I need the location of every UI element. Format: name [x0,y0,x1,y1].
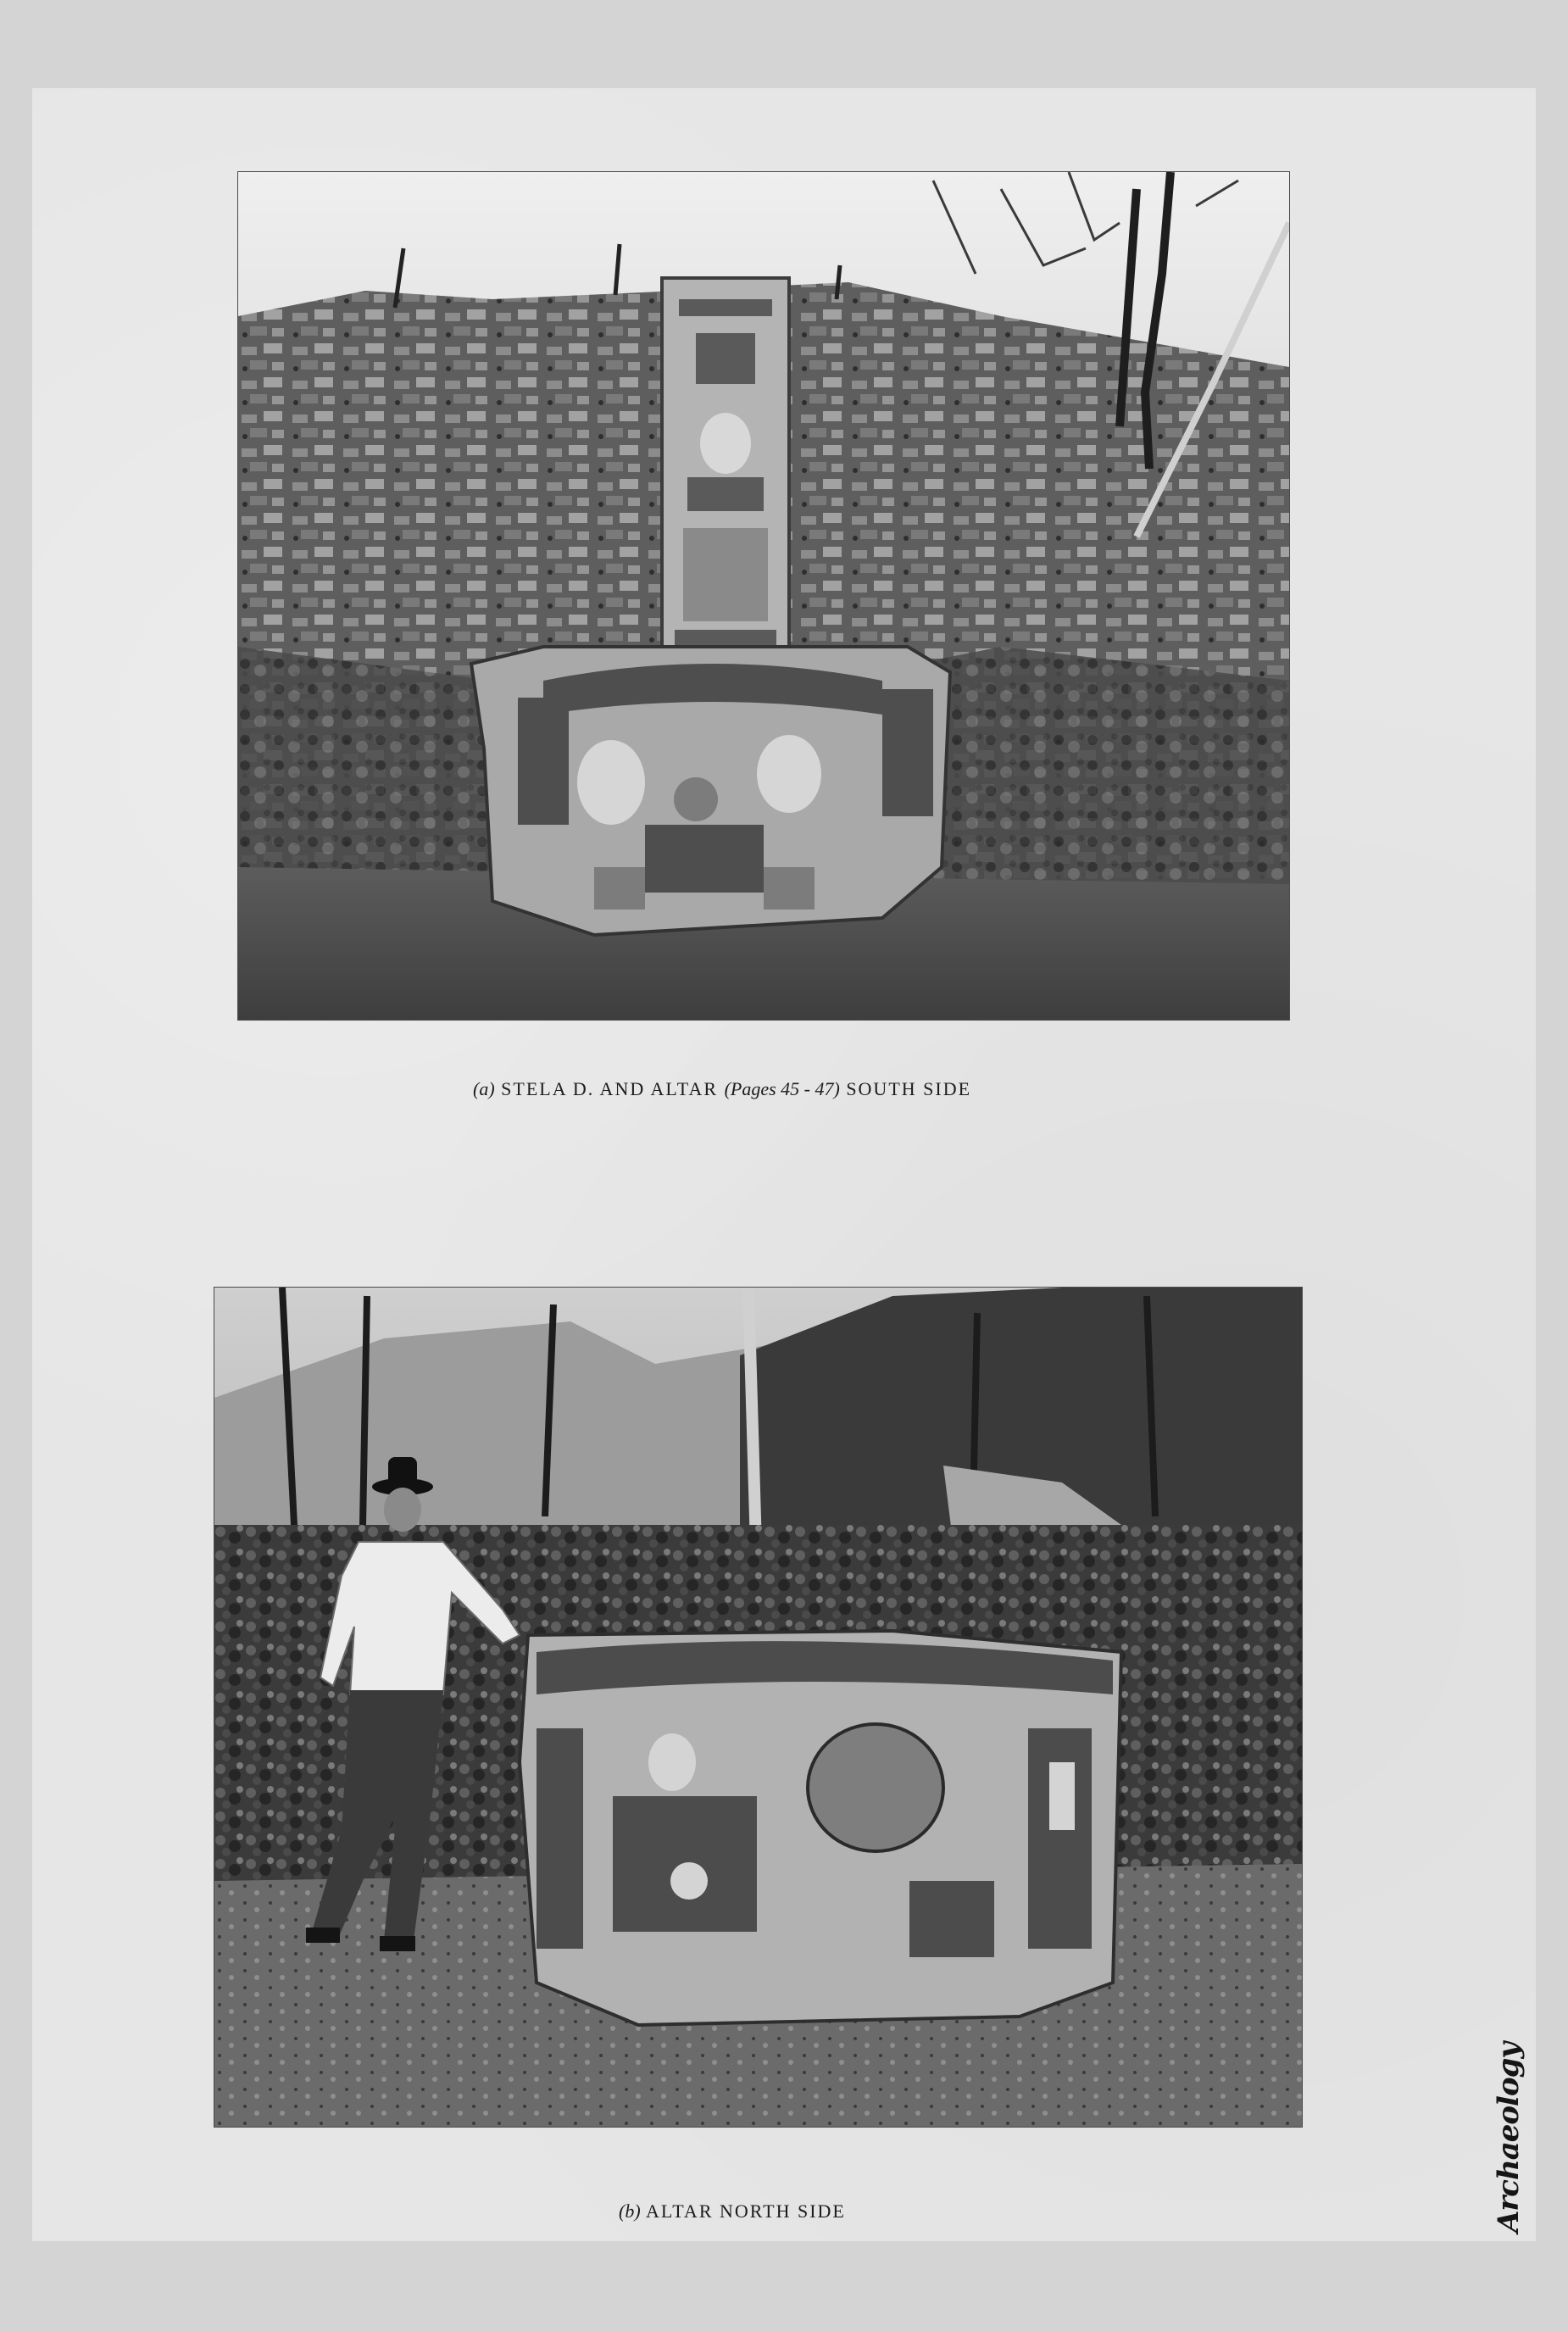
caption-a-side: SOUTH SIDE [846,1078,972,1099]
caption-a-pages: (Pages 45 - 47) [724,1078,840,1099]
caption-b-title: ALTAR NORTH SIDE [645,2200,846,2222]
handwritten-signature: Archaeology [1492,2042,1526,2233]
caption-a-title: STELA D. AND ALTAR [501,1078,719,1099]
stela-photo-illustration [238,172,1289,1020]
caption-b-prefix: (b) [619,2200,641,2222]
caption-altar-north [619,2200,846,2223]
altar-photo-illustration [214,1288,1302,2127]
caption-stela-d [473,1078,971,1100]
photo-stela-d-south [238,172,1289,1020]
photo-altar-north [214,1288,1302,2127]
plate-sheet [32,88,1536,2241]
caption-a-prefix: (a) [473,1078,495,1099]
